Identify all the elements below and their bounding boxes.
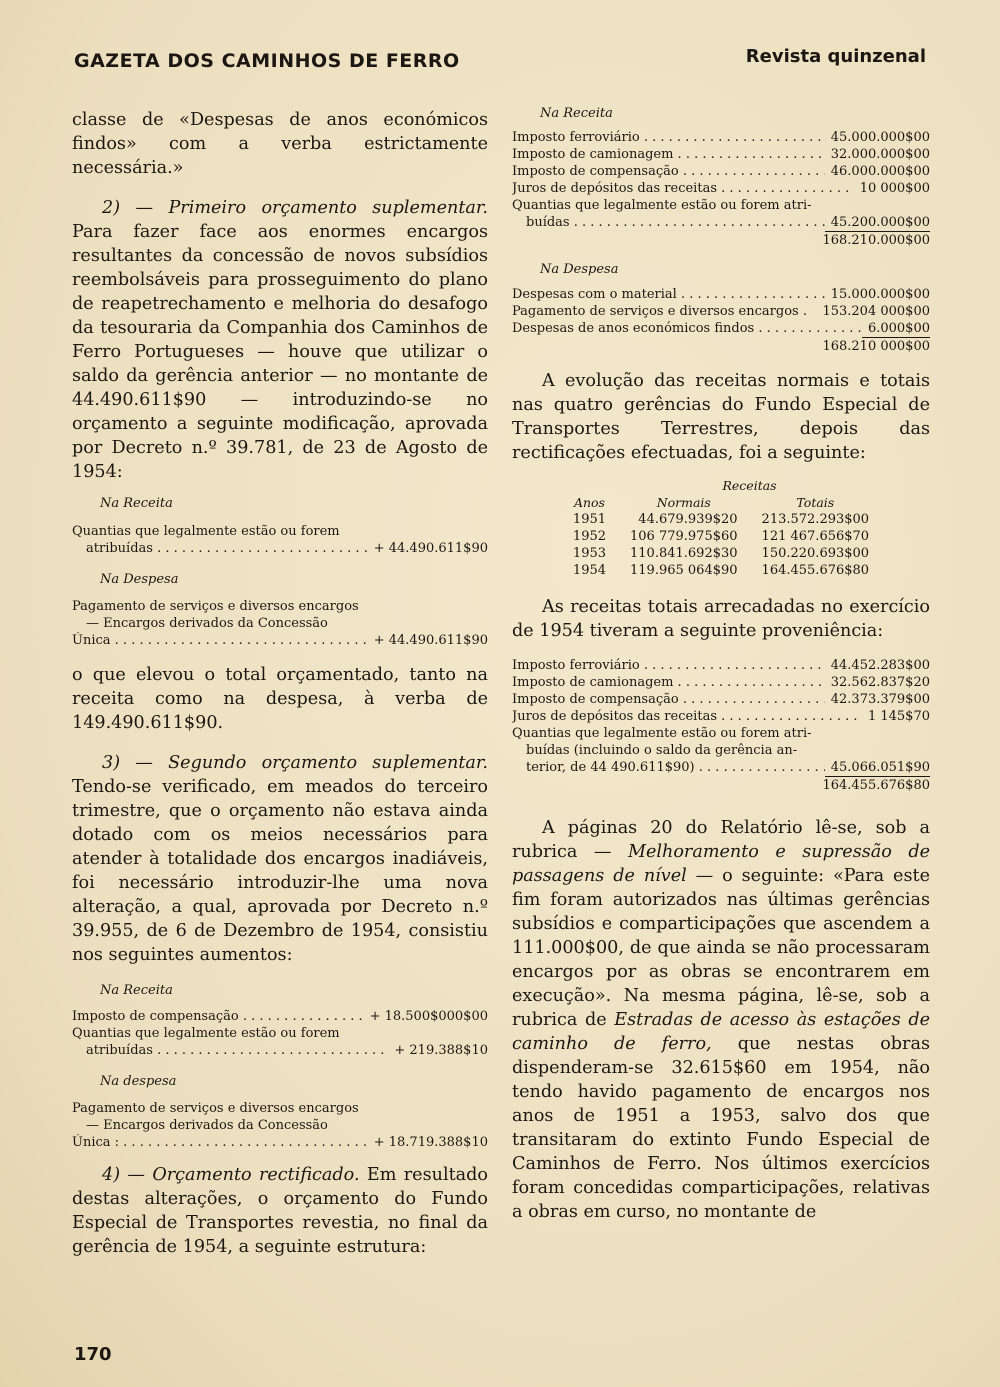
table-value: + 18.500$000$00 xyxy=(369,1009,488,1024)
section-heading: 4) — Orçamento rectificado. xyxy=(102,1165,360,1185)
column-header: Totais xyxy=(796,495,835,510)
section-heading: 3) — Segundo orçamento suplementar. xyxy=(102,753,488,773)
budget-table: Imposto de compensação . . . + 18.500$000$00 Quantias que legalmente estão ou forem atribuídas . . . + 219.388$10 Na despesa Pagamento de serviços e diversos encargos — Encargos derivados da Concessão Única : . . . + 18.719.388$10 xyxy=(72,1008,488,1151)
journal-title: GAZETA DOS CAMINHOS DE FERRO xyxy=(74,50,460,72)
table-subheading: Na Despesa xyxy=(100,572,179,587)
budget-table: Imposto ferroviário . . . 44.452.283$00 Imposto de camionagem . . . 32.562.837$20 Imposto de compensação . . . 42.373.379$00 Juros de depósitos das receitas . . . 1 145$70 Quantias que legalmente estão ou forem atri- buídas (incluindo o saldo da gerência an- terior, de 44 490.611$90) . . . 45.066.051$90 164.455.676$80 xyxy=(512,657,930,794)
table-value: + 219.388$10 xyxy=(394,1043,488,1058)
table-total: 168.210 000$00 xyxy=(822,339,930,354)
table-value: + 44.490.611$90 xyxy=(373,633,488,648)
table-row: 1954 119.965 064$90 164.455.676$80 xyxy=(572,563,870,578)
table-value: + 18.719.388$10 xyxy=(373,1135,488,1150)
page-number: 170 xyxy=(74,1344,112,1365)
table-total: 164.455.676$80 xyxy=(822,778,930,793)
left-column xyxy=(72,108,488,1259)
table-row: 1952 106 779.975$60 121 467.656$70 xyxy=(572,529,870,544)
paragraph: A páginas 20 do Relatório lê-se, sob a rubrica — Melhoramento e supressão de passagens de nível — o seguinte: «Para este fim foram autorizados nas últimas gerências subsídios e comparticipações que ascendem a 111.000$00, de que ainda se não processaram encargos por as obras se encontrarem em execução». Na mesma página, lê-se, sob a rubrica de Estradas de acesso às estações de caminho de ferro, que nestas obras dispenderam-se 32.615$60 em 1954, não tendo havido pagamento de encargos nos anos de 1951 a 1953, salvo dos que transitaram do extinto Fundo Especial de Caminhos de Ferro. Nos últimos exercícios foram concedidas comparticipações, relativas a obras em curso, no montante de xyxy=(512,818,930,1222)
table-total: 168.210.000$00 xyxy=(822,233,930,248)
table-subheading: Na Receita xyxy=(100,496,173,511)
section-heading: 2) — Primeiro orçamento suplementar. xyxy=(102,198,488,218)
column-header: Normais xyxy=(656,495,711,510)
column-header: Anos xyxy=(573,495,605,510)
table-row: 1953 110.841.692$30 150.220.693$00 xyxy=(572,546,870,561)
table-subheading: Na despesa xyxy=(100,1074,177,1089)
journal-subtitle: Revista quinzenal xyxy=(745,46,926,67)
paragraph: o que elevou o total orçamentado, tanto na receita como na despesa, à verba de 149.490.611$90. xyxy=(72,665,488,733)
table-subheading: Na Receita xyxy=(100,983,173,998)
table-subheading: Na Despesa xyxy=(540,262,619,277)
paragraph: 4) — Orçamento rectificado. Em resultado destas alterações, o orçamento do Fundo Especial de Transportes revestia, no final da gerência de 1954, a seguinte estrutura: xyxy=(72,1165,488,1257)
table-group-header: Receitas xyxy=(722,478,777,493)
budget-table: Imposto ferroviário . . . 45.000.000$00 Imposto de camionagem . . . 32.000.000$00 Imposto de compensação . . . 46.000.000$00 Juros de depósitos das receitas . . . 10 000$00 Quantias que legalmente estão ou forem atri- buídas . . . 45.200.000$00 168.210.000$00 Na Despesa Despesas com o material . . . 15.000.000$00 Pagamento de serviços e diversos encargos . 153.204 000$00 Despesas de anos económicos findos . . . 6.000$00 168.210 000$00 xyxy=(512,129,930,355)
budget-table: Quantias que legalmente estão ou forem atribuídas . . . + 44.490.611$90 Na Despesa Pagamento de serviços e diversos encargos — Encargos derivados da Concessão Única . . . + 44.490.611$90 xyxy=(72,523,488,649)
table-row: 1951 44.679.939$20 213.572.293$00 xyxy=(572,512,870,527)
paragraph: As receitas totais arrecadadas no exercício de 1954 tiveram a seguinte proveniência: xyxy=(512,597,930,641)
right-column xyxy=(512,106,930,1224)
table-subheading: Na Receita xyxy=(540,106,613,121)
paragraph: A evolução das receitas normais e totais nas quatro gerências do Fundo Especial de Transportes Terrestres, depois das rectificações efectuadas, foi a seguinte: xyxy=(512,371,930,463)
table-value: + 44.490.611$90 xyxy=(373,541,488,556)
receipts-table xyxy=(561,477,881,579)
paragraph: 2) — Primeiro orçamento suplementar. Para fazer face aos enormes encargos resultantes da concessão de novos subsídios reembolsáveis para prosseguimento do plano de reapetrechamento e melhoria do desafogo da tesouraria da Companhia dos Caminhos de Ferro Portugueses — houve que utilizar o saldo da gerência anterior — no montante de 44.490.611$90 — introduzindo-se no orçamento a seguinte modificação, aprovada por Decreto n.º 39.781, de 23 de Agosto de 1954: xyxy=(72,198,488,482)
paragraph: 3) — Segundo orçamento suplementar. Tendo-se verificado, em meados do terceiro trimestre, que o orçamento não estava ainda dotado com os meios necessários para atender à totalidade dos encargos inadiáveis, foi necessário introduzir-lhe uma nova alteração, a qual, aprovada por Decreto n.º 39.955, de 6 de Dezembro de 1954, consistiu nos seguintes aumentos: xyxy=(72,753,488,965)
paragraph: classe de «Despesas de anos económicos findos» com a verba estrictamente necessária.» xyxy=(72,110,488,178)
